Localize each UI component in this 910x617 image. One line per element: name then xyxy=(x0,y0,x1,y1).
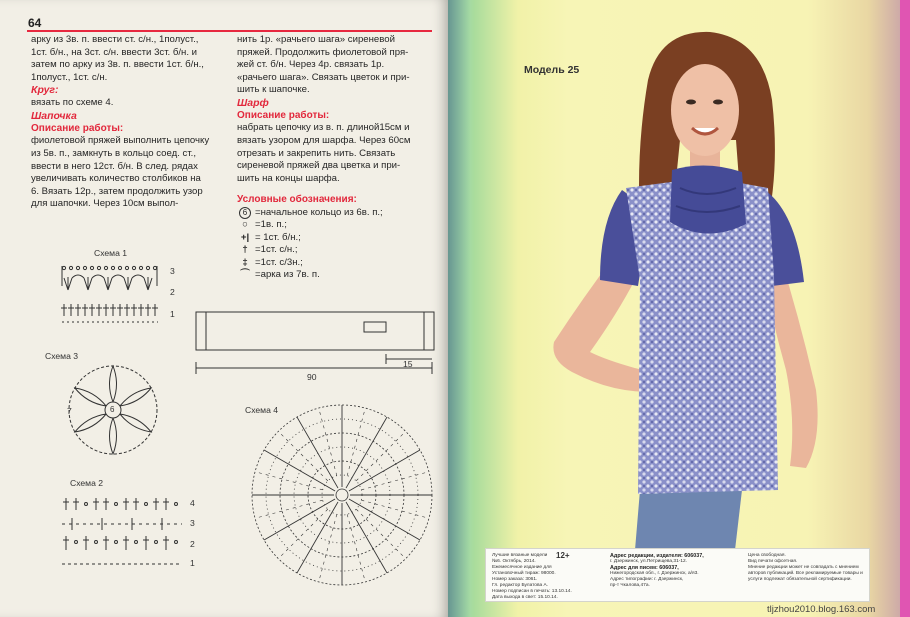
schema1-row-num: 3 xyxy=(170,266,175,276)
schema2-row-num: 1 xyxy=(190,558,195,568)
imprint-address-title: Адрес редакции, издателя: 606037, xyxy=(610,553,704,559)
sharf-line: вязать узором для шарфа. Через 60см xyxy=(237,135,411,147)
schema2-row4 xyxy=(63,498,178,510)
imprint-box xyxy=(485,548,870,602)
shapochka-subheading: Описание работы: xyxy=(31,122,124,134)
legend-row xyxy=(237,257,433,269)
shapochka-heading: Шапочка xyxy=(31,109,77,122)
sharf-line: шить на концы шарфа. xyxy=(237,172,340,184)
intro-line: 1ст. б/н., на 3ст. с/н. ввести 3ст. б/н. и xyxy=(31,46,198,58)
imprint-col-3 xyxy=(748,553,866,583)
right-text-column xyxy=(237,34,433,281)
legend-text: =начальное кольцо из 6в. п.; xyxy=(255,206,383,218)
krug-text: вязать по схеме 4. xyxy=(31,97,114,109)
schema2-row-num: 4 xyxy=(190,498,195,508)
schema1-row2 xyxy=(64,275,152,290)
schema2-diagram xyxy=(58,490,188,572)
left-page xyxy=(0,0,448,617)
spine-shadow xyxy=(448,0,470,617)
page-number: 64 xyxy=(28,16,42,30)
imprint-line: Установочный тираж: 98000. xyxy=(492,571,556,576)
imprint-col-1 xyxy=(492,553,592,601)
shapochka-line: из 5в. п., замкнуть в кольцо соед. ст., xyxy=(31,148,196,160)
imprint-line: Номер подписан в печать: 13.10.14. xyxy=(492,589,572,594)
legend-row xyxy=(237,244,433,256)
arch-symbol: ⌒ xyxy=(240,268,250,280)
eye-right xyxy=(713,100,723,105)
scarf-length-label: 90 xyxy=(307,372,317,382)
imprint-line: услуги подлежат обязательной сертификации. xyxy=(748,577,852,582)
jeans xyxy=(635,490,742,550)
imprint-line: г. Дзержинск, ул.Петрищева,31-12. xyxy=(610,559,688,564)
legend-heading: Условные обозначения: xyxy=(237,194,357,206)
intro-line: нить 1р. «рачьего шага» сиреневой xyxy=(237,34,395,45)
legend-text: =1ст. с/3н.; xyxy=(255,256,303,268)
model-photo xyxy=(510,20,840,550)
intro-line: «рачьего шага». Связать цветок и при- xyxy=(237,71,410,83)
chain-symbol: ○ xyxy=(242,219,248,231)
imprint-line: Дата выхода в свет: 15.10.14. xyxy=(492,595,558,600)
imprint-line: Ежемесячное издание для xyxy=(492,565,552,570)
scarf-end-label: 15 xyxy=(403,359,413,369)
imprint-line: №6. Октябрь, 2014. xyxy=(492,559,536,564)
imprint-line: Вид печати офсетная. xyxy=(748,559,798,564)
imprint-line: Гл. редактор Булатова А. xyxy=(492,583,548,588)
schema3-center-label: 6 xyxy=(110,405,115,414)
sharf-subheading: Описание работы: xyxy=(237,109,330,121)
sharf-line: отрезать и закрепить нить. Связать xyxy=(237,147,396,159)
imprint-col-2 xyxy=(610,553,740,589)
cowl-collar xyxy=(670,165,746,233)
krug-heading: Круг: xyxy=(31,84,59,97)
legend-text: = 1ст. б/н.; xyxy=(255,231,301,243)
intro-line: 1полуст., 1ст. с/н. xyxy=(31,71,108,83)
schema1-row3 xyxy=(62,266,156,269)
sharf-line: набрать цепочку из в. п. длиной15см и xyxy=(237,122,410,134)
schema2-row2 xyxy=(63,536,178,550)
schema3-side-label: 7 xyxy=(67,406,72,416)
schema2-row3 xyxy=(62,518,182,530)
legend-text: =арка из 7в. п. xyxy=(255,268,320,280)
shapochka-line: для шапочки. Через 10см выпол- xyxy=(31,198,179,210)
age-badge: 12+ xyxy=(556,551,570,560)
schema2-row-num: 2 xyxy=(190,539,195,549)
intro-line: жей ст. б/н. Через 4р. связать 1р. xyxy=(237,59,385,71)
legend-row xyxy=(237,269,433,281)
shapochka-line: 6. Вязать 12р., затем продолжить узор xyxy=(31,185,203,197)
imprint-line: Мнение редакции может не совпадать с мнением xyxy=(748,565,859,570)
schema1-label: Схема 1 xyxy=(94,248,128,258)
dc-symbol: † xyxy=(242,244,248,256)
model-label: Модель 25 xyxy=(524,64,580,76)
imprint-title: Лучшие вязаные модели xyxy=(492,553,548,558)
schema3-label: Схема 3 xyxy=(45,351,79,361)
imprint-line: Адрес типографии: г. Дзержинск, xyxy=(610,577,684,582)
schema4-diagram xyxy=(245,398,439,592)
imprint-line: Адрес для писем: 606037, xyxy=(610,565,679,571)
schema1-row1 xyxy=(61,304,158,322)
intro-line: арку из 3в. п. ввести ст. с/н., 1полуст., xyxy=(31,34,199,45)
sharf-heading: Шарф xyxy=(237,96,269,109)
schema2-label: Схема 2 xyxy=(70,478,104,488)
legend-text: =1ст. с/н.; xyxy=(255,244,298,256)
shapochka-line: увеличивать количество столбиков на xyxy=(31,173,201,185)
legend-row xyxy=(237,219,433,231)
top-rule xyxy=(27,30,432,32)
legend-text: =1в. п.; xyxy=(255,219,287,231)
imprint-line: Номер заказа: 3061. xyxy=(492,577,538,582)
schema4-label: Схема 4 xyxy=(245,405,279,415)
schema1-diagram xyxy=(58,260,183,328)
schema1-row-num: 2 xyxy=(170,287,175,297)
intro-line: пряжей. Продолжить фиолетовой пря- xyxy=(237,46,409,58)
tr-symbol: ‡ xyxy=(242,256,248,268)
face xyxy=(671,64,739,156)
left-text-column xyxy=(31,34,231,211)
shapochka-line: фиолетовой пряжей выполнить цепочку xyxy=(31,135,210,147)
eye-left xyxy=(686,100,696,105)
sharf-line: сиреневой пряжей два цветка и при- xyxy=(237,160,401,172)
legend-row xyxy=(237,207,433,219)
intro-line: затем по арку из 3в. п. ввести 1ст. б/н., xyxy=(31,59,204,71)
imprint-line: пр-т Чкалова,47а. xyxy=(610,583,650,588)
imprint-line: Нижегородская обл., г. Дзержинск, а/я3. xyxy=(610,571,699,576)
sc-symbol: +| xyxy=(240,231,250,243)
page-edge-stripe xyxy=(900,0,910,617)
shapochka-line: ввести в него 12ст. б/н. В след. рядах xyxy=(31,160,198,172)
intro-line: шить к шапочке. xyxy=(237,84,310,96)
schema3-diagram xyxy=(56,358,174,466)
imprint-line: авторов публикаций. Все рекламируемые товары и xyxy=(748,571,863,576)
watermark: tljzhou2010.blog.163.com xyxy=(767,604,876,615)
ring-symbol: 6 xyxy=(239,207,251,219)
imprint-line: Цена свободная. xyxy=(748,553,786,558)
schema2-row-num: 3 xyxy=(190,518,195,528)
schema1-row-num: 1 xyxy=(170,309,175,319)
legend-row xyxy=(237,232,433,244)
